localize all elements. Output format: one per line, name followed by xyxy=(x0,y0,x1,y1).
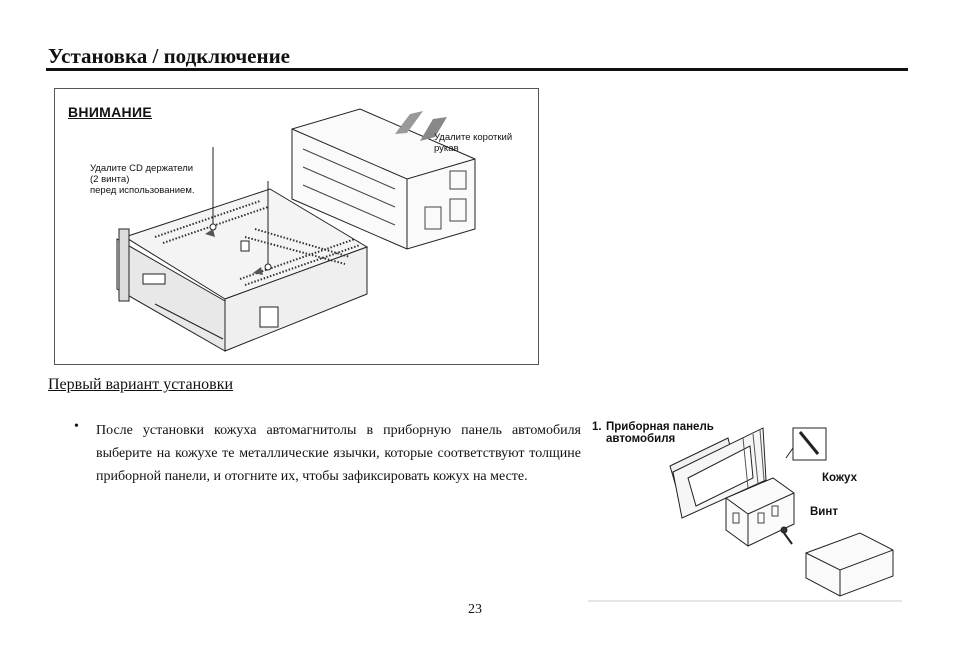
warning-figure xyxy=(54,88,539,365)
installation-illustration xyxy=(588,418,906,604)
sleeve-label: Кожух xyxy=(822,472,857,484)
cd-holder-label-line2: (2 винта) xyxy=(90,174,130,185)
dashboard-label-line2: автомобиля xyxy=(606,433,676,445)
section-heading: Первый вариант установки xyxy=(48,376,234,393)
cd-holder-label-line3: перед использованием. xyxy=(90,185,195,196)
page-title: Установка / подключение xyxy=(48,44,291,68)
dashboard-label-line1: Приборная панель xyxy=(606,421,714,433)
cd-holder-label-line1: Удалите CD держатели xyxy=(90,163,194,174)
page-number: 23 xyxy=(468,602,482,617)
screw-label: Винт xyxy=(810,506,838,518)
bullet-marker: • xyxy=(74,419,79,434)
installation-figure xyxy=(588,418,906,604)
sleeve-label-line2: рукав xyxy=(434,143,459,154)
step-number: 1. xyxy=(592,421,602,433)
radio-unit-illustration xyxy=(55,89,540,366)
sleeve-label-line1: Удалите короткий xyxy=(434,132,513,143)
warning-heading: ВНИМАНИЕ xyxy=(68,104,152,120)
bullet-text: После установки кожуха автомагнитолы в приборную панель автомобиля выберите на кожухе те металлические язычки, которые соответствуют толщине приборной панели, и отогните их, чтобы зафиксировать кожух на месте. xyxy=(96,423,581,484)
title-divider xyxy=(46,68,908,71)
